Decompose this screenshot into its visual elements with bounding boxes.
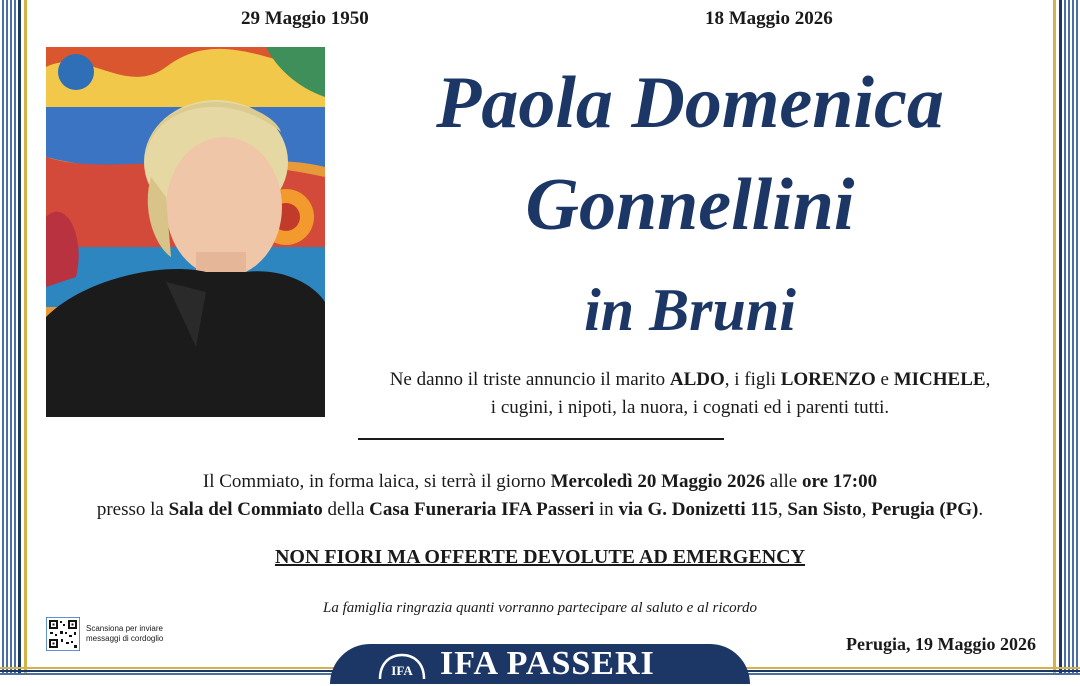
married-name: in Bruni bbox=[584, 277, 796, 343]
thanks-note: La famiglia ringrazia quanti vorranno partecipare al saluto e al ricordo bbox=[323, 600, 757, 616]
ceremony-venue: Sala del Commiato bbox=[168, 499, 323, 520]
deceased-surname: Gonnellini bbox=[525, 164, 855, 246]
ceremony-text-part: Il Commiato, in forma laica, si terrà il giorno bbox=[202, 471, 551, 492]
left-border-frame bbox=[0, 0, 28, 675]
qr-caption-line: Scansiona per inviare bbox=[86, 624, 163, 633]
son-name: MICHELE bbox=[893, 369, 986, 390]
qr-code[interactable] bbox=[46, 617, 80, 651]
ceremony-details bbox=[40, 468, 1040, 524]
ceremony-text-part: , bbox=[861, 499, 872, 520]
ceremony-text-part: presso la bbox=[96, 499, 169, 520]
divider-line bbox=[358, 438, 724, 440]
husband-name: ALDO bbox=[669, 369, 725, 390]
announcement-text bbox=[330, 366, 1050, 422]
donation-request: NON FIORI MA OFFERTE DEVOLUTE AD EMERGENCY bbox=[274, 546, 806, 568]
ceremony-date: Mercoledì 20 Maggio 2026 bbox=[550, 471, 766, 492]
ceremony-time: ore 17:00 bbox=[801, 471, 878, 492]
ceremony-text-part: . bbox=[978, 499, 984, 520]
ceremony-line-2 bbox=[40, 496, 1040, 524]
qr-caption bbox=[86, 624, 163, 644]
ceremony-text-part: della bbox=[322, 499, 370, 520]
ceremony-locality: San Sisto bbox=[787, 499, 862, 520]
ceremony-line-1 bbox=[40, 468, 1040, 496]
announcement-line-1 bbox=[330, 366, 1050, 394]
ceremony-text-part: in bbox=[594, 499, 619, 520]
logo-mark-text: IFA bbox=[391, 663, 413, 678]
place-and-date: Perugia, 19 Maggio 2026 bbox=[846, 634, 1036, 654]
death-date: 18 Maggio 2026 bbox=[705, 8, 833, 29]
ceremony-text-part: alle bbox=[765, 471, 802, 492]
announcement-text-part: , bbox=[985, 369, 991, 390]
son-name: LORENZO bbox=[780, 369, 876, 390]
ifa-logo-icon bbox=[374, 651, 430, 681]
ceremony-text-part: , bbox=[777, 499, 788, 520]
ceremony-city: Perugia (PG) bbox=[871, 499, 979, 520]
announcement-text-part: , i figli bbox=[724, 369, 781, 390]
deceased-first-names: Paola Domenica bbox=[436, 62, 944, 144]
funeral-home-name: Casa Funeraria IFA Passeri bbox=[369, 499, 595, 520]
ceremony-address: via G. Donizetti 115 bbox=[618, 499, 778, 520]
announcement-text-part: e bbox=[875, 369, 894, 390]
right-border-frame bbox=[1052, 0, 1080, 675]
ifa-passeri-logo-text: IFA PASSERI bbox=[440, 645, 655, 682]
announcement-line-2: i cugini, i nipoti, la nuora, i cognati ed i parenti tutti. bbox=[490, 397, 890, 418]
portrait-photo bbox=[46, 47, 325, 417]
birth-date: 29 Maggio 1950 bbox=[241, 8, 369, 29]
qr-caption-line: messaggi di cordoglio bbox=[86, 634, 164, 643]
announcement-text-part: Ne danno il triste annuncio il marito bbox=[389, 369, 670, 390]
